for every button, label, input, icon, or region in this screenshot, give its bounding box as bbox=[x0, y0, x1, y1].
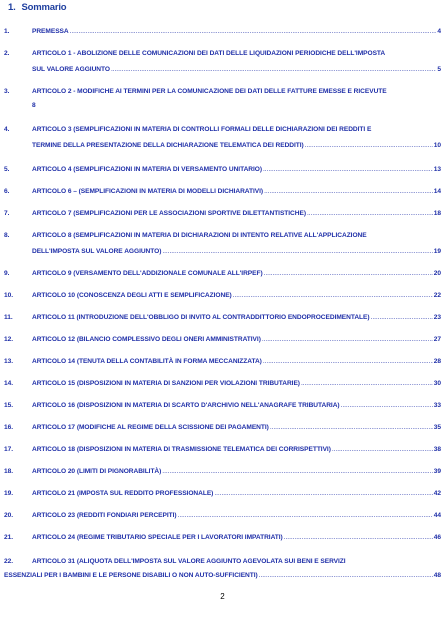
toc-entry-page[interactable]: 19 bbox=[433, 248, 441, 255]
dot-leader bbox=[332, 442, 433, 458]
toc-entry-title[interactable]: ARTICOLO 3 (SEMPLIFICAZIONI IN MATERIA DI CONTROLLI FORMALI DELLE DICHIARAZIONI DEI REDDITI E bbox=[32, 126, 372, 133]
toc-entry-page[interactable]: 14 bbox=[433, 188, 441, 195]
toc-entry-page[interactable]: 38 bbox=[433, 446, 441, 453]
toc-entry-number: 5. bbox=[4, 166, 10, 173]
toc-entry-title[interactable]: ARTICOLO 23 (REDDITI FONDIARI PERCEPITI) bbox=[32, 512, 177, 519]
toc-entry-title[interactable]: ARTICOLO 16 (DISPOSIZIONI IN MATERIA DI SCARTO D'ARCHIVIO NELL'ANAGRAFE TRIBUTARIA) bbox=[32, 402, 340, 409]
dot-leader bbox=[233, 288, 433, 304]
toc-entry-number: 3. bbox=[4, 88, 10, 95]
toc-entry-title[interactable]: ARTICOLO 12 (BILANCIO COMPLESSIVO DEGLI ONERI AMMINISTRATIVI) bbox=[32, 336, 261, 343]
toc-entry-title[interactable]: PREMESSA bbox=[32, 28, 69, 35]
toc-entry-title[interactable]: ARTICOLO 20 (LIMITI DI PIGNORABILITÀ) bbox=[32, 468, 162, 475]
dot-leader bbox=[162, 244, 432, 260]
toc-entry-number: 15. bbox=[4, 402, 14, 409]
toc-entry-title[interactable]: ARTICOLO 8 (SEMPLIFICAZIONI IN MATERIA DI DICHIARAZIONI DI INTENTO RELATIVE ALL'APPLICAZIONE bbox=[32, 232, 367, 239]
dot-leader bbox=[284, 530, 433, 546]
toc-entry-number: 21. bbox=[4, 534, 14, 541]
toc-heading bbox=[8, 2, 66, 13]
toc-entry-title[interactable]: ARTICOLO 11 (INTRODUZIONE DELL'OBBLIGO DI INVITO AL CONTRADDITTORIO ENDOPROCEDIMENTALE) bbox=[32, 314, 370, 321]
toc-entry-title[interactable]: ARTICOLO 15 (DISPOSIZIONI IN MATERIA DI SANZIONI PER VIOLAZIONI TRIBUTARIE) bbox=[32, 380, 300, 387]
toc-entry-title[interactable]: ARTICOLO 14 (TENUTA DELLA CONTABILITÀ IN FORMA MECCANIZZATA) bbox=[32, 358, 262, 365]
toc-entry-page[interactable]: 5 bbox=[437, 66, 441, 73]
toc-entry-title-cont[interactable]: DELL'IMPOSTA SUL VALORE AGGIUNTO) bbox=[32, 248, 162, 255]
toc-heading-number: 1. bbox=[8, 2, 16, 13]
toc-entry-title[interactable]: ARTICOLO 31 (ALIQUOTA DELL'IMPOSTA SUL VALORE AGGIUNTO AGEVOLATA SUI BENI E SERVIZI bbox=[32, 558, 346, 565]
dot-leader bbox=[305, 138, 433, 154]
toc-entry-title[interactable]: ARTICOLO 21 (IMPOSTA SUL REDDITO PROFESSIONALE) bbox=[32, 490, 214, 497]
toc-entry-number: 10. bbox=[4, 292, 14, 299]
toc-entry-number: 7. bbox=[4, 210, 10, 217]
toc-entry-title[interactable]: ARTICOLO 7 (SEMPLIFICAZIONI PER LE ASSOCIAZIONI SPORTIVE DILETTANTISTICHE) bbox=[32, 210, 306, 217]
toc-entry-number: 22. bbox=[4, 558, 14, 565]
toc-entry-title[interactable]: ARTICOLO 9 (VERSAMENTO DELL'ADDIZIONALE COMUNALE ALL'IRPEF) bbox=[32, 270, 263, 277]
toc-entry-page[interactable]: 20 bbox=[433, 270, 441, 277]
toc-entry-page[interactable]: 48 bbox=[433, 572, 441, 579]
dot-leader bbox=[178, 508, 433, 524]
toc-entry-title[interactable]: ARTICOLO 18 (DISPOSIZIONI IN MATERIA DI TRASMISSIONE TELEMATICA DEI CORRISPETTIVI) bbox=[32, 446, 331, 453]
toc-entry-number: 19. bbox=[4, 490, 14, 497]
dot-leader bbox=[270, 420, 433, 436]
toc-entry-page[interactable]: 4 bbox=[437, 28, 441, 35]
toc-entry-number: 11. bbox=[4, 314, 13, 321]
toc-entry-page[interactable]: 33 bbox=[433, 402, 441, 409]
toc-entry-page[interactable]: 27 bbox=[433, 336, 441, 343]
toc-entry-page[interactable]: 30 bbox=[433, 380, 441, 387]
dot-leader bbox=[371, 310, 433, 326]
dot-leader bbox=[264, 266, 433, 282]
toc-entry-title-cont[interactable]: ESSENZIALI PER I BAMBINI E LE PERSONE DISABILI O NON AUTO-SUFFICIENTI) bbox=[4, 572, 258, 579]
toc-entry-title[interactable]: ARTICOLO 4 (SEMPLIFICAZIONI IN MATERIA DI VERSAMENTO UNITARIO) bbox=[32, 166, 262, 173]
toc-entry-number: 12. bbox=[4, 336, 14, 343]
toc-entry-page[interactable]: 35 bbox=[433, 424, 441, 431]
toc-entry-page[interactable]: 42 bbox=[433, 490, 441, 497]
toc-entry-number: 14. bbox=[4, 380, 14, 387]
dot-leader bbox=[162, 464, 432, 480]
toc-entry-title[interactable]: ARTICOLO 2 - MODIFICHE AI TERMINI PER LA COMUNICAZIONE DEI DATI DELLE FATTURE EMESSE E RICEVUTE bbox=[32, 88, 387, 95]
toc-heading-label: Sommario bbox=[21, 2, 67, 13]
toc-entry-title[interactable]: ARTICOLO 1 - ABOLIZIONE DELLE COMUNICAZIONI DEI DATI DELLE LIQUIDAZIONI PERIODICHE DELL'IMPOSTA bbox=[32, 50, 386, 57]
toc-entry-page[interactable]: 8 bbox=[32, 102, 36, 109]
toc-entry-page[interactable]: 44 bbox=[433, 512, 441, 519]
toc-entry-page[interactable]: 13 bbox=[433, 166, 441, 173]
toc-entry-number: 6. bbox=[4, 188, 10, 195]
toc-entry-number: 8. bbox=[4, 232, 10, 239]
toc-entry-page[interactable]: 10 bbox=[433, 142, 441, 149]
dot-leader bbox=[264, 184, 433, 200]
toc-entry-page[interactable]: 46 bbox=[433, 534, 441, 541]
toc-entry-number: 13. bbox=[4, 358, 14, 365]
page-number: 2 bbox=[220, 592, 225, 601]
dot-leader bbox=[262, 332, 433, 348]
toc-entry-page[interactable]: 18 bbox=[433, 210, 441, 217]
toc-entry-title[interactable]: ARTICOLO 24 (REGIME TRIBUTARIO SPECIALE PER I LAVORATORI IMPATRIATI) bbox=[32, 534, 283, 541]
dot-leader bbox=[111, 62, 436, 78]
dot-leader bbox=[70, 24, 437, 40]
toc-entry-title-cont[interactable]: TERMINE DELLA PRESENTAZIONE DELLA DICHIARAZIONE TELEMATICA DEI REDDITI) bbox=[32, 142, 304, 149]
toc-entry-title[interactable]: ARTICOLO 6 – (SEMPLIFICAZIONI IN MATERIA DI MODELLI DICHIARATIVI) bbox=[32, 188, 264, 195]
toc-entry-number: 17. bbox=[4, 446, 14, 453]
toc-entry-page[interactable]: 22 bbox=[433, 292, 441, 299]
toc-entry-number: 20. bbox=[4, 512, 14, 519]
toc-entry-page[interactable]: 23 bbox=[433, 314, 441, 321]
toc-entry-number: 2. bbox=[4, 50, 10, 57]
dot-leader bbox=[263, 354, 433, 370]
toc-entry-number: 4. bbox=[4, 126, 10, 133]
dot-leader bbox=[263, 162, 433, 178]
dot-leader bbox=[214, 486, 432, 502]
toc-entry-page[interactable]: 28 bbox=[433, 358, 441, 365]
toc-entry-number: 9. bbox=[4, 270, 10, 277]
toc-entry-title[interactable]: ARTICOLO 17 (MODIFICHE AL REGIME DELLA SCISSIONE DEI PAGAMENTI) bbox=[32, 424, 269, 431]
toc-entry-number: 18. bbox=[4, 468, 14, 475]
toc-entry-page[interactable]: 39 bbox=[433, 468, 441, 475]
toc-entry-number: 1. bbox=[4, 28, 10, 35]
dot-leader bbox=[301, 376, 433, 392]
dot-leader bbox=[307, 206, 433, 222]
dot-leader bbox=[259, 568, 433, 584]
toc-entry-title-cont[interactable]: SUL VALORE AGGIUNTO bbox=[32, 66, 110, 73]
dot-leader bbox=[341, 398, 433, 414]
toc-entry-title[interactable]: ARTICOLO 10 (CONOSCENZA DEGLI ATTI E SEMPLIFICAZIONE) bbox=[32, 292, 232, 299]
toc-entry-number: 16. bbox=[4, 424, 14, 431]
